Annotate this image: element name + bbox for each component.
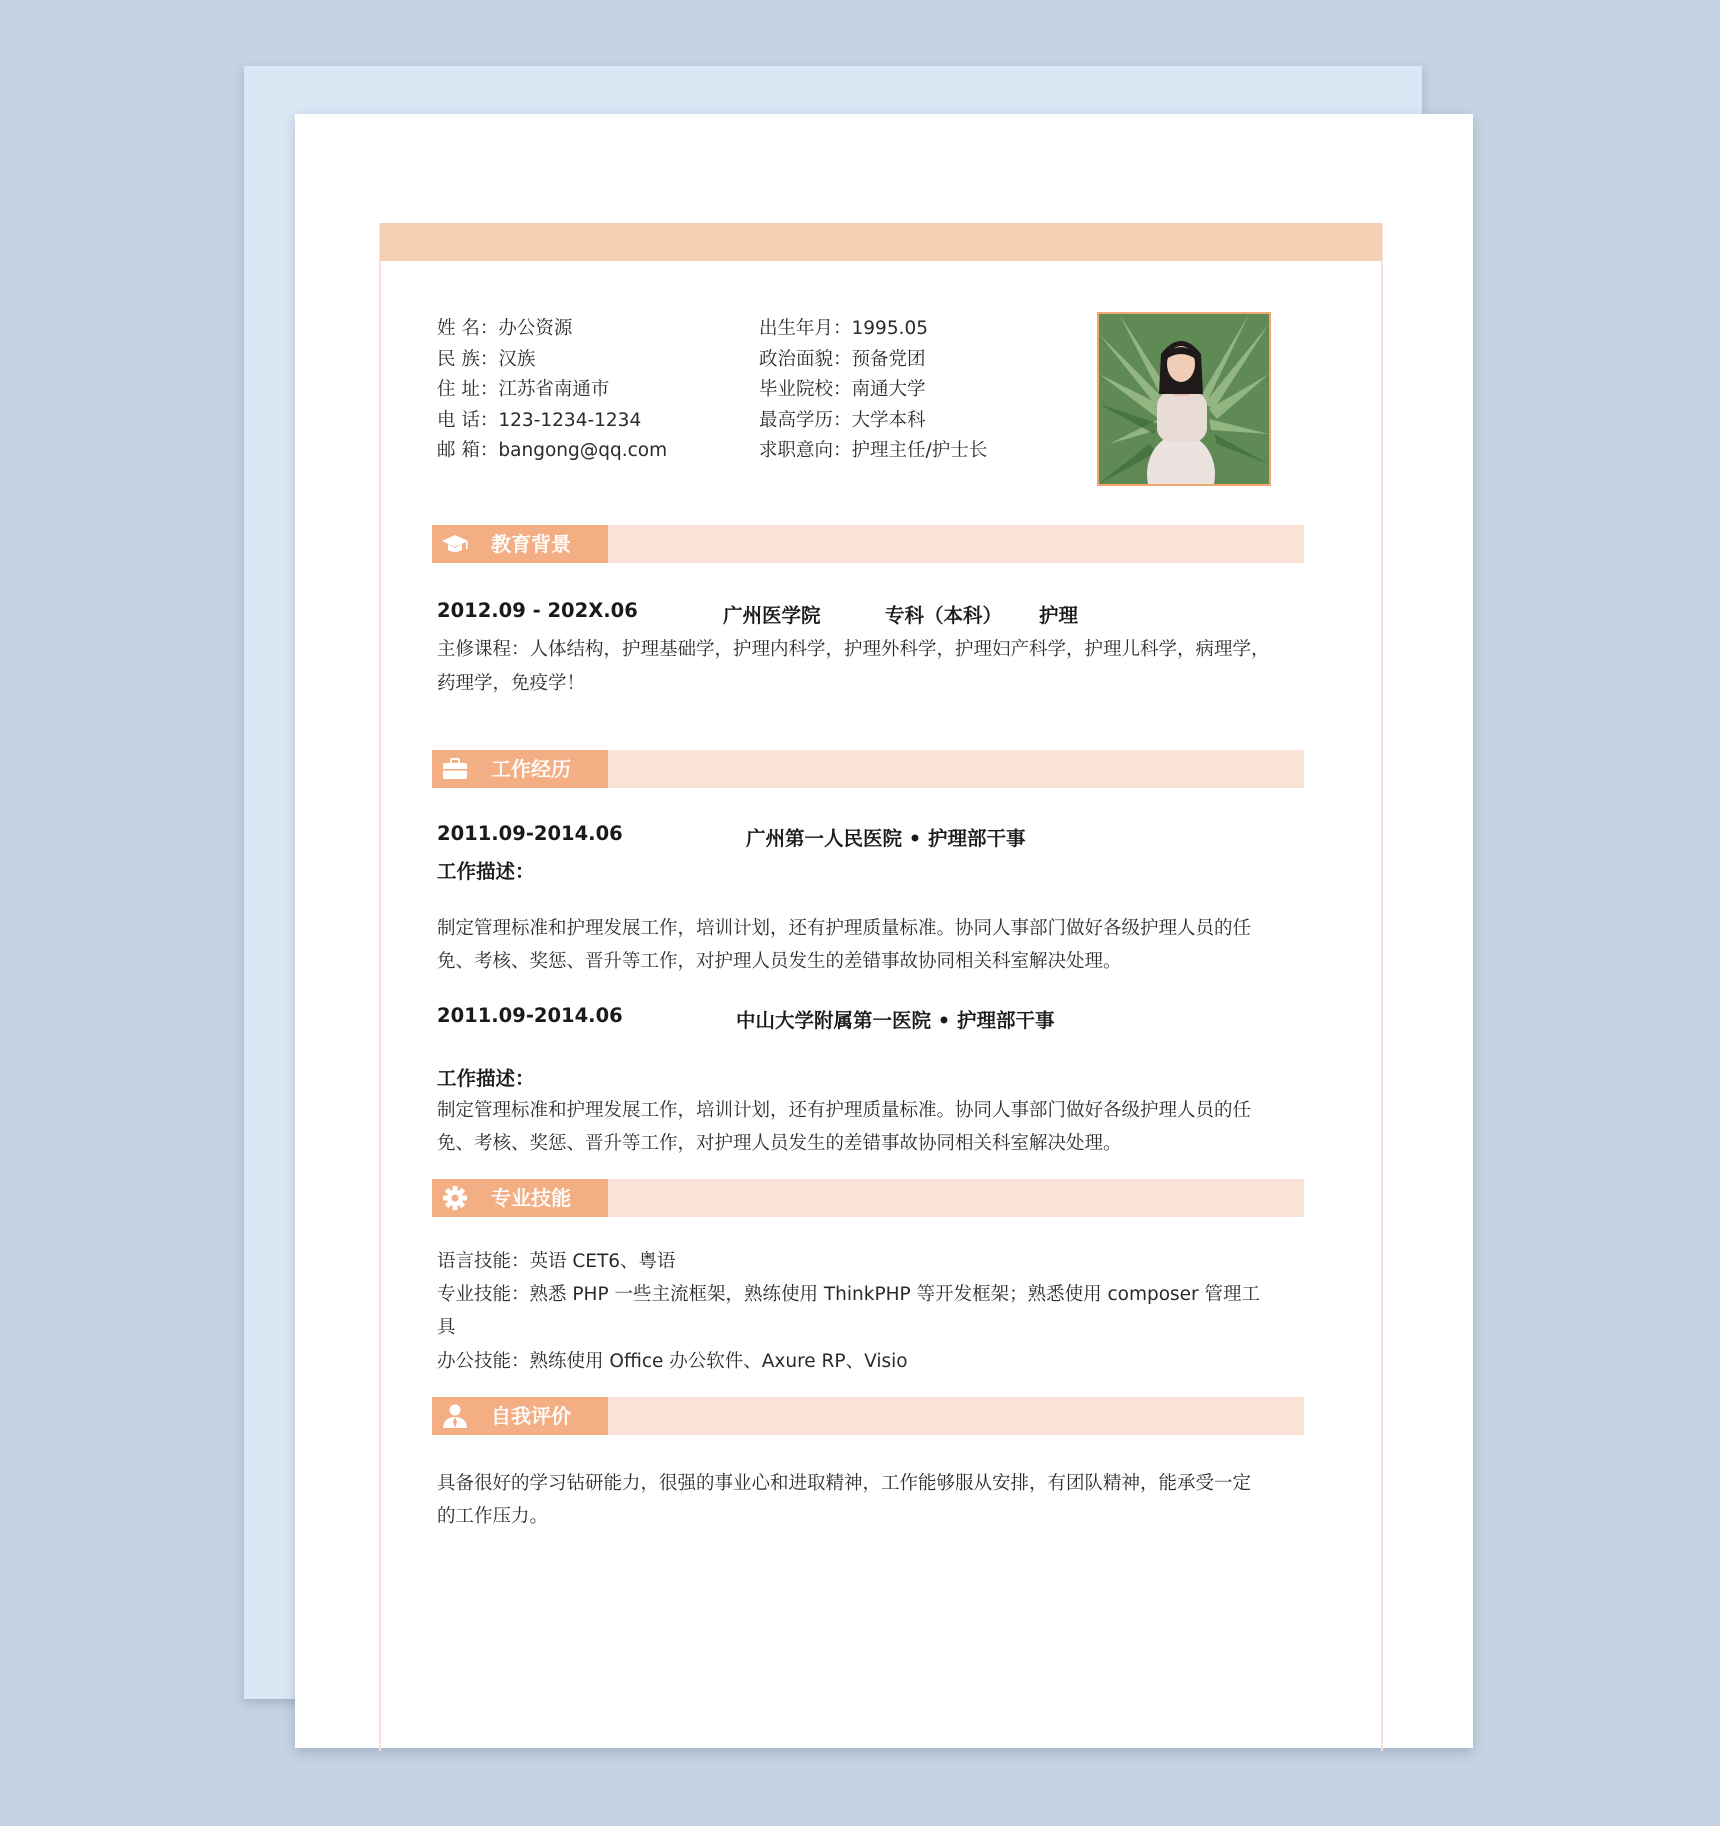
job-2-org: 中山大学附属第一医院 • 护理部干事 <box>736 1009 1055 1032</box>
person-icon <box>440 1403 470 1429</box>
work-tab <box>432 750 608 788</box>
info-political: 政治面貌：预备党团 <box>759 348 926 370</box>
job-2-desc-label: 工作描述： <box>437 1067 535 1090</box>
self-eval-section-header <box>432 1397 1304 1435</box>
self-eval-tab <box>432 1397 608 1435</box>
personal-info-right <box>759 314 987 467</box>
skills-professional-cont: 具 <box>437 1317 456 1338</box>
skills-tab <box>432 1179 608 1217</box>
header-band <box>380 223 1382 261</box>
skills-section-header <box>432 1179 1304 1217</box>
skills-language: 语言技能：英语 CET6、粤语 <box>437 1251 676 1272</box>
education-courses-line1: 主修课程：人体结构，护理基础学，护理内科学，护理外科学，护理妇产科学，护理儿科学，病理学， <box>437 639 1270 660</box>
education-courses-line2: 药理学，免疫学！ <box>437 673 586 694</box>
profile-photo <box>1097 312 1271 486</box>
info-birth: 出生年月：1995.05 <box>759 318 929 339</box>
job-1-desc-line2: 免、考核、奖惩、晋升等工作，对护理人员发生的差错事故协同相关科室解决处理。 <box>437 951 1122 972</box>
skills-office: 办公技能：熟练使用 Office 办公软件、Axure RP、Visio <box>437 1351 908 1372</box>
personal-info-left <box>437 314 667 467</box>
gear-icon <box>440 1185 470 1211</box>
info-ethnicity: 民 族：汉族 <box>437 348 536 370</box>
self-eval-line2: 的工作压力。 <box>437 1506 549 1527</box>
info-objective: 求职意向：护理主任/护士长 <box>759 440 988 461</box>
graduation-cap-icon <box>440 531 470 557</box>
info-degree: 最高学历：大学本科 <box>759 409 926 431</box>
education-title: 教育背景 <box>491 532 571 556</box>
info-name: 姓 名：办公资源 <box>437 318 573 339</box>
briefcase-icon <box>440 756 470 782</box>
info-email: 邮 箱：bangong@qq.com <box>437 440 668 461</box>
education-major: 护理 <box>1039 604 1079 627</box>
info-phone: 电 话：123-1234-1234 <box>437 409 642 431</box>
job-1-org: 广州第一人民医院 • 护理部干事 <box>746 827 1026 850</box>
job-1-desc-label: 工作描述： <box>437 860 535 883</box>
work-title: 工作经历 <box>491 757 571 781</box>
job-1-period: 2011.09-2014.06 <box>437 822 623 845</box>
education-tab <box>432 525 608 563</box>
education-degree: 专科（本科） <box>885 604 1003 627</box>
info-address: 住 址：江苏省南通市 <box>437 379 610 400</box>
self-eval-title: 自我评价 <box>491 1404 571 1428</box>
job-1-desc-line1: 制定管理标准和护理发展工作，培训计划，还有护理质量标准。协同人事部门做好各级护理人员的任 <box>437 918 1252 939</box>
skills-professional: 专业技能：熟悉 PHP 一些主流框架，熟练使用 ThinkPHP 等开发框架；熟悉使用 composer 管理工 <box>437 1284 1261 1305</box>
job-2-desc-line2: 免、考核、奖惩、晋升等工作，对护理人员发生的差错事故协同相关科室解决处理。 <box>437 1133 1122 1154</box>
info-school: 毕业院校：南通大学 <box>759 379 926 400</box>
job-2-desc-line1: 制定管理标准和护理发展工作，培训计划，还有护理质量标准。协同人事部门做好各级护理人员的任 <box>437 1100 1252 1121</box>
job-2-period: 2011.09-2014.06 <box>437 1004 623 1027</box>
skills-title: 专业技能 <box>491 1186 571 1210</box>
work-section-header <box>432 750 1304 788</box>
education-school: 广州医学院 <box>723 604 821 627</box>
education-period: 2012.09 - 202X.06 <box>437 599 638 622</box>
resume-page <box>295 114 1473 1748</box>
self-eval-line1: 具备很好的学习钻研能力，很强的事业心和进取精神，工作能够服从安排，有团队精神，能承受一定 <box>437 1473 1252 1494</box>
education-section-header <box>432 525 1304 563</box>
